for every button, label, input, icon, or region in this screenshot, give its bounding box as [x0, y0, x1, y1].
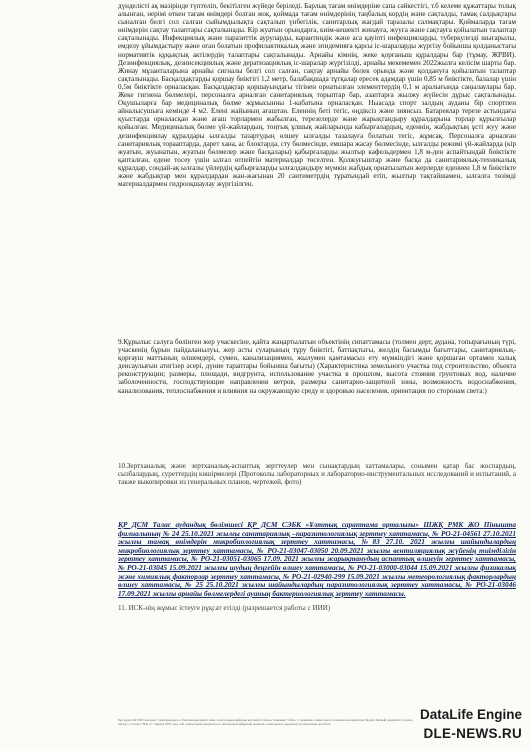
- sanitary-conditions-paragraph: дүнделісті ақ мазірінде түптеліп, бекітілген жүйеде беріледі. Барлық тағам өнімдеріне сапа сәйкестігі, т.б келеме құжаттары толық алынған, нерімі өткен тағам өнімдері болған жоқ, қоймада тағам өнімдерінің таңбалық кордің және сақталды, тамақ салдықтары сыналған белгі сол салған сыйымдылықта сақталып үнбегілік, санитарлық жағдай таразалы салмақтары. Қоймаларда тағам өнімдерін сақтау талаптары сақталынады. Кір жуатын орындарға, киім-кешекті жинауға, жууға және сақтауға қойылатын талаптар сақталынады. Инфекциялық және паразиттік ауруларды, карантиндік және аса қауіпті инфекцияларды, туберкулезді шығарылы, емделу ұйымдастыру және оған болатын профилактикалық және эпидемияға қарсы іс-шараларды жүргізу бойынша қолданыстағы нормативтік құқықтық актілердің талаптары сақталынады. Арнайы кімнің, жеке қорғаныш құралдары бар (тұмау, ЖРВИ). Дезинфекциялық, дезинсекциялық және дератизациялық іс-шаралар жүргізілді, арнайы мекемемен 2022жылға келісім шарты бар. Жинау мұзанталарына арнайы сигналы белгі сол салған, сақтау арнайы бөлек орында және қолдануға қойылатын талаптар сақталынады. Басқалдақтарды қоршау биіктігі 1,2 метр, балабақшада тұтқалар ересек адамдар үшін 0,85 м биіктікте, балалар үшін 0,5м биіктікте орналасқан. Басқалдақтар қоршауындағы тігінен орнатылған элементтердің 0,1 м аралығында саңылаулары бар. Жеке гигиена бөлмелері, персоналға арналған санитариялық торыптар бар, азаптарға жылжу жүйесін дұрыс сақталынады. Оқушыларға бар медициналық бөлме жұмысынны 1-кабатына орналасқан. Ныасада спорт залдың ауданы бір спортпен айналысушыға кемінде 4 м2. Елені жайының ағаштан. Еленнің беті тегіс, өңдіксіз және зиянсыз. Батареялар терезе астындағы қуыстарда орналасқан және ағаш торлармен жабылған, терезелерде және жарықтандыру құралдарына торлар құрылғылар қойылған. Медициналық бөлме үй-жайлардың, тоңтық ұлшық жайларында кабырғалардың, еденнің, жабдықтың ұстi жуу және дезинфекциялау құралдары ылғалды тазартудың өлшеу ылғалды тазалауға болатын тегіс, жұмсақ. Персоналға арналған санитариялық торааптарда, дәрет хана, ас блоктарда, сту бөлмесінде, емшара жасау бөлмесінде, ылғалды режимі үй-жайлардa (кір жуатын, жуынатын, жуатын бөлмелер және басқалары) қабырғаларды жылтыр кафельдермен 1,8 м-ден аспайтындай биіктікте қапталған, едене тосеу үшін ылғал өтпейтін материалдар төселген. Қолжуғыштар және басқа да санитариялық-техникалық құралдар, сондай-ақ ылғалы үйлердің қабырғаларды ылғалдандыру мүмкін жабдық орнатылатын жерлерде еденнен 1,8 м биіктікте және жабдықтар мен құралдардан жан-жағынан 20 сантиметрдің тұратындай етіп, жылтыр тақтайшамен, ылғалға төзімді материалдармен гидрооқшаулау жүргізілген.: [118, 2, 516, 189]
- electronic-document-footnote: Бұл құжат ҚР 2003 жылдың 7 қаңтарындағы «Электрондық құжат және электрондық цифрлық қолтаңба туралы» Заңының 7 бабы, 1 тармағына сәйкес қағаз тасығыштағы құжатпен бірдей. Данный документ согласно пункту 1 статьи 7 ЗРК от 7 января 2003 года «Об электронном документе и электронной цифровой подписи» равнозначен документу на бумажном носителе.: [118, 718, 413, 726]
- land-plot-characteristics-paragraph: 9.Құрылыс салуға бөлінген жер учаскесіне, қайта жаңартылатын объектінің сипаттамасы (толмен дерт, аудана, топырағының түрі, учаскенің бұрын пайдаланылуы, жер асты суларының тұру биіктігі, батпақтығы, желдің басымды бағыттары, санитариялық-қорғауш маттының өлшемдері, сумен, канализациямен, жылумен қамтамасыз ету мүмкіндігі және қоршаған ортамен халық денсаулығын атигізер әсері, дүние тараптары бойынша бағыты) (Характеристика земельного участка под строительство, объекта реконструкции; размеры, площади, видгрунта, использование участка в прошлом, высота стояния грунтовых вод, наличие заболоченности, господствующие направления ветров, размеры санитарно-защитной зоны, возможность водоснабжения, канализования, теплоснабжения и влияния на окружающую среду и здоровью населения, ориентация по сторонам света:): [118, 338, 516, 395]
- blank-space: [118, 240, 516, 330]
- watermark-line-1: DataLife Engine: [419, 707, 522, 722]
- ionizing-radiation-permission: 11. ИСК-нің жұмыс істеуге рұқсат етілді (разрешается работы с ИИИ): [118, 604, 331, 612]
- watermark-logo: [400, 705, 528, 745]
- watermark-line-2: DLE-NEWS.RU: [423, 726, 522, 741]
- laboratory-protocols-heading: 10.Зертханалық және зертханалық-аспаптық зерттеулер мен сынақтардың хаттамалары, сонымен қатар бас жоспардың, сызбалардың, суреттердің көшірмелері (Протоколы лабораторных и лабораторно-инструментальных исследований и испытаний, а также выкопировки из генеральных планов, чертежей, фото): [118, 462, 516, 487]
- laboratory-protocols-list: ҚР ДСМ Талас аудандық бөлімшесі ҚР ДСМ СЭБК «Ұлттық сараптама орталығы» ШЖҚ РМК ЖО Пінышта филиалының № 24 25.10.2021 жылғы санитариялық –паразитологиялық зерттеу хаттамасы, № РО-21-04561 27.10.2021 жылғы тамақ өнімдерін микробиологиялық зерттеу хаттамасы, №83 27.10. 2021 жылғы шайындылардың микробиологиялық зерттеу хаттамасы, № РО-21-03047-03050 20.09.2021 жылғы вентиляциялық жүйенің тиімділігін зерттеу хаттамасы, № РО-21-03051-03065 17.09. 2021 жылғы жарықтанудың аспаптық өлшеуін зерттеу хаттамасы, № РО-21-03045 15.09.2021 жылғы шудың деңгейін өлшеу хаттамасы, № РО-21-03000-03044 15.09.2021 жылғы физикалық және химиялық факторлар зерттеу хаттамасы, № РО-21-02940-299 15.09.2021 жылғы метеорологиялық факторлардың өлшеу хаттамасы, № 25 25.10.2021 жылғы шайындылардың паразитологиялық зерттеу хаттамасы, № РО-21-03046 17.09.2021 жылғы арнайы бөлмелердегі ауаның бактериологиялық зерттеу хаттамасы.: [118, 520, 516, 598]
